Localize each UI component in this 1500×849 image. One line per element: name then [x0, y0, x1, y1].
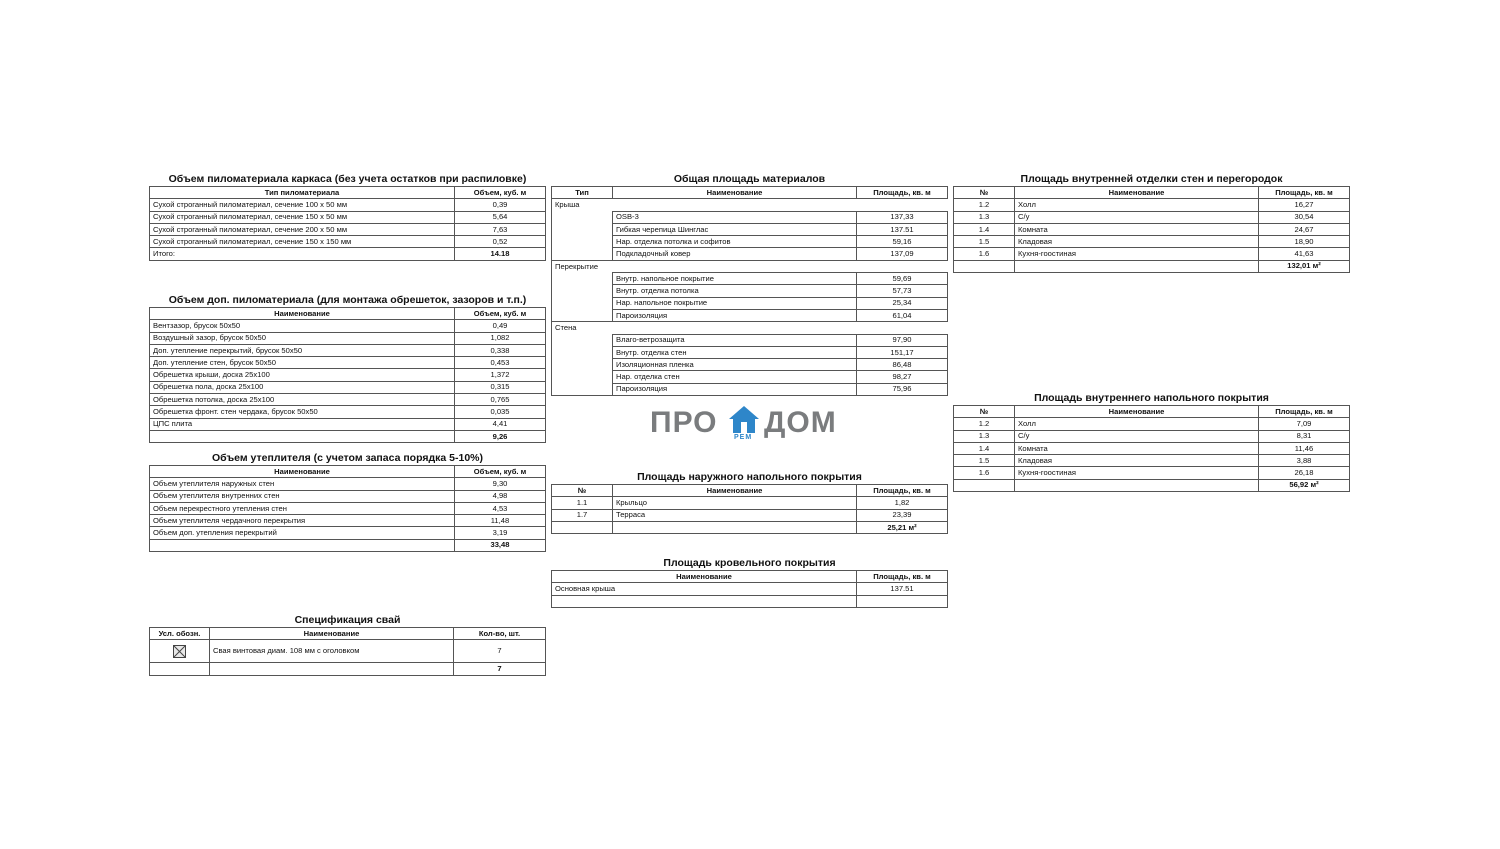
insulation-section: [149, 452, 546, 552]
cell-name: Основная крыша: [552, 583, 857, 595]
brand-logo: [650, 404, 850, 444]
group-row: [552, 322, 948, 334]
cell-value: 61,04: [857, 309, 948, 321]
col-header-area: Площадь, кв. м: [857, 187, 948, 199]
total-label: [1015, 479, 1259, 491]
col-header-number: №: [954, 187, 1015, 199]
cell-value: 18,90: [1259, 236, 1350, 248]
type-cell: [552, 248, 613, 260]
cell-name: Объем перекрестного утепления стен: [150, 502, 455, 514]
table-row: [552, 211, 948, 223]
col-header-name: Наименование: [210, 628, 454, 640]
table-row: [150, 199, 546, 211]
cell-name: Внутр. отделка потолка: [613, 285, 857, 297]
cell-value: 4,98: [455, 490, 546, 502]
total-value: 56,92 м²: [1259, 479, 1350, 491]
total-empty: [150, 663, 210, 675]
col-header-area: Площадь, кв. м: [857, 571, 948, 583]
group-type: Крыша: [552, 199, 613, 211]
insulation-title: Объем утеплителя (с учетом запаса порядка 5-10%): [211, 452, 484, 464]
table-row: [150, 211, 546, 223]
inner-floor-title: Площадь внутреннего напольного покрытия: [1034, 392, 1269, 404]
cell-value: 1,82: [857, 497, 948, 509]
cell-value: 23,39: [857, 509, 948, 521]
cell-value: 4,41: [455, 418, 546, 430]
col-header-name: Наименование: [613, 485, 857, 497]
cell-value: 26,18: [1259, 467, 1350, 479]
cell-name: Кухня-гоостиная: [1015, 248, 1259, 260]
type-cell: [552, 273, 613, 285]
cell-name: Влаго-ветрозащита: [613, 334, 857, 346]
table-row: [552, 497, 948, 509]
table-row: [552, 371, 948, 383]
cell-number: 1.3: [954, 211, 1015, 223]
total-label: [210, 663, 454, 675]
col-header-volume: Объем, куб. м: [455, 187, 546, 199]
outdoor-floor-title: Площадь наружного напольного покрытия: [637, 471, 862, 483]
cell-value: 137,09: [857, 248, 948, 260]
cell-value: 25,34: [857, 297, 948, 309]
cell-value: 5,64: [455, 211, 546, 223]
cell-value: 59,16: [857, 236, 948, 248]
cell-number: 1.3: [954, 430, 1015, 442]
table-row: [552, 509, 948, 521]
inner-floor-section: [953, 392, 1350, 492]
cell-name: Холл: [1015, 418, 1259, 430]
cell-name: Объем утеплителя чердачного перекрытия: [150, 515, 455, 527]
type-cell: [552, 297, 613, 309]
table-row: [150, 381, 546, 393]
cell-name: Кладовая: [1015, 236, 1259, 248]
logo-text-right: ДОМ: [764, 406, 837, 439]
col-header-number: №: [552, 485, 613, 497]
piles-title: Спецификация свай: [294, 614, 401, 626]
table-row: [150, 344, 546, 356]
cell-value: 75,96: [857, 383, 948, 395]
table-row: [954, 248, 1350, 260]
col-header-type: Тип пиломатериала: [150, 187, 455, 199]
total-row: [150, 663, 546, 675]
table-row: [552, 285, 948, 297]
frame-lumber-title: Объем пиломатериала каркаса (без учета остатков при распиловке): [168, 173, 527, 185]
table-row: [150, 369, 546, 381]
cell-name: Холл: [1015, 199, 1259, 211]
cell-name: Доп. утепление стен, брусок 50х50: [150, 357, 455, 369]
cell-name: Гибкая черепица Шинглас: [613, 223, 857, 235]
cell-value: 7: [454, 640, 546, 663]
roof-cover-title: Площадь кровельного покрытия: [663, 557, 836, 569]
table-row: [954, 236, 1350, 248]
cell-value: 98,27: [857, 371, 948, 383]
cell-value: 97,90: [857, 334, 948, 346]
total-label: [1015, 260, 1259, 272]
cell-name: Вентзазор, брусок 50х50: [150, 320, 455, 332]
total-row: [150, 539, 546, 551]
group-spacer: [613, 260, 948, 272]
total-empty: [954, 479, 1015, 491]
total-row: [150, 248, 546, 260]
cell-number: 1.2: [954, 418, 1015, 430]
inner-floor-table: [953, 405, 1350, 492]
cell-value: 3,88: [1259, 455, 1350, 467]
materials-area-title: Общая площадь материалов: [673, 173, 826, 185]
table-row: [552, 273, 948, 285]
cell-number: 1.4: [954, 223, 1015, 235]
cell-number: 1.4: [954, 442, 1015, 454]
cell-value: 0,338: [455, 344, 546, 356]
type-cell: [552, 223, 613, 235]
cell-name: С/у: [1015, 211, 1259, 223]
cell-value: 137.51: [857, 583, 948, 595]
cell-name: Комната: [1015, 442, 1259, 454]
inner-walls-table: [953, 186, 1350, 273]
extra-lumber-section: [149, 294, 546, 443]
table-row: [150, 490, 546, 502]
col-header-area: Площадь, кв. м: [1259, 187, 1350, 199]
cell-name: Объем утеплителя внутренних стен: [150, 490, 455, 502]
outdoor-floor-table: [551, 484, 948, 534]
total-label: Итого:: [150, 248, 455, 260]
table-row: [552, 359, 948, 371]
col-header-name: Наименование: [1015, 187, 1259, 199]
cell-number: 1.5: [954, 236, 1015, 248]
table-row: [150, 640, 546, 663]
cell-value: 0,315: [455, 381, 546, 393]
cell-name: Доп. утепление перекрытий, брусок 50х50: [150, 344, 455, 356]
table-row: [150, 357, 546, 369]
pile-symbol-icon: [173, 645, 186, 658]
pile-symbol-cell: [150, 640, 210, 663]
piles-section: [149, 614, 546, 676]
table-row: [552, 248, 948, 260]
cell-name: Обрешетка фронт. стен чердака, брусок 50х50: [150, 406, 455, 418]
cell-value: 30,54: [1259, 211, 1350, 223]
cell-value: 7,63: [455, 223, 546, 235]
group-type: Перекрытие: [552, 260, 613, 272]
cell-value: 0,035: [455, 406, 546, 418]
cell-name: Объем доп. утепления перекрытий: [150, 527, 455, 539]
table-row: [552, 583, 948, 595]
total-row: [150, 430, 546, 442]
cell-name: Пароизоляция: [613, 383, 857, 395]
cell-name: Обрешетка крыши, доска 25х100: [150, 369, 455, 381]
cell-name: Сухой строганный пиломатериал, сечение 150 х 50 мм: [150, 211, 455, 223]
cell-number: 1.5: [954, 455, 1015, 467]
col-header-name: Наименование: [1015, 406, 1259, 418]
cell-value: 59,69: [857, 273, 948, 285]
cell-name: Нар. отделка стен: [613, 371, 857, 383]
cell-name: Обрешетка пола, доска 25х100: [150, 381, 455, 393]
cell-number: 1.7: [552, 509, 613, 521]
outdoor-floor-section: [551, 471, 948, 534]
cell-value: 11,48: [455, 515, 546, 527]
roof-cover-section: [551, 557, 948, 608]
cell-name: Обрешетка потолка, доска 25х100: [150, 394, 455, 406]
total-empty: [552, 521, 613, 533]
total-value: 25,21 м²: [857, 521, 948, 533]
cell-value: 137.51: [857, 223, 948, 235]
table-row: [150, 502, 546, 514]
table-row: [552, 309, 948, 321]
cell-value: 11,46: [1259, 442, 1350, 454]
cell-name: Сухой строганный пиломатериал, сечение 100 х 50 мм: [150, 199, 455, 211]
cell-number: 1.6: [954, 467, 1015, 479]
cell-name: Крыльцо: [613, 497, 857, 509]
total-row: [954, 479, 1350, 491]
table-row: [954, 442, 1350, 454]
cell-name: Терраса: [613, 509, 857, 521]
cell-name: Кухня-гоостиная: [1015, 467, 1259, 479]
table-row: [552, 297, 948, 309]
type-cell: [552, 383, 613, 395]
cell-name: Комната: [1015, 223, 1259, 235]
table-row: [150, 320, 546, 332]
table-row: [150, 418, 546, 430]
cell-value: 0,52: [455, 236, 546, 248]
cell-value: 4,53: [455, 502, 546, 514]
table-row: [552, 334, 948, 346]
type-cell: [552, 359, 613, 371]
table-row: [954, 455, 1350, 467]
cell-value: 41,63: [1259, 248, 1350, 260]
col-header-symbol: Усл. обозн.: [150, 628, 210, 640]
cell-value: 8,31: [1259, 430, 1350, 442]
frame-lumber-section: [149, 173, 546, 261]
table-row: [150, 527, 546, 539]
cell-number: 1.2: [954, 199, 1015, 211]
total-value: 132,01 м²: [1259, 260, 1350, 272]
cell-value: 9,30: [455, 478, 546, 490]
total-label: [552, 595, 857, 607]
cell-value: 3,19: [455, 527, 546, 539]
total-row: [552, 521, 948, 533]
type-cell: [552, 334, 613, 346]
table-row: [552, 223, 948, 235]
cell-value: 0,765: [455, 394, 546, 406]
table-row: [150, 394, 546, 406]
insulation-table: [149, 465, 546, 552]
roof-cover-table: [551, 570, 948, 608]
table-row: [150, 223, 546, 235]
cell-value: 0,49: [455, 320, 546, 332]
logo-subtext: РЕМ: [734, 434, 753, 441]
type-cell: [552, 346, 613, 358]
extra-lumber-title: Объем доп. пиломатериала (для монтажа обрешеток, зазоров и т.п.): [168, 294, 527, 306]
group-row: [552, 260, 948, 272]
cell-value: 0,453: [455, 357, 546, 369]
table-row: [150, 478, 546, 490]
cell-name: Пароизоляция: [613, 309, 857, 321]
cell-value: 1,082: [455, 332, 546, 344]
table-row: [954, 211, 1350, 223]
table-row: [954, 430, 1350, 442]
col-header-name: Наименование: [150, 466, 455, 478]
col-header-name: Наименование: [552, 571, 857, 583]
col-header-qty: Кол-во, шт.: [454, 628, 546, 640]
col-header-area: Площадь, кв. м: [857, 485, 948, 497]
type-cell: [552, 309, 613, 321]
group-spacer: [613, 199, 948, 211]
total-label: [150, 539, 455, 551]
inner-walls-section: [953, 173, 1350, 273]
materials-area-section: [551, 173, 948, 396]
cell-value: 0,39: [455, 199, 546, 211]
col-header-volume: Объем, куб. м: [455, 466, 546, 478]
type-cell: [552, 371, 613, 383]
type-cell: [552, 211, 613, 223]
total-row: [954, 260, 1350, 272]
total-label: [613, 521, 857, 533]
cell-value: 16,27: [1259, 199, 1350, 211]
cell-value: 151,17: [857, 346, 948, 358]
type-cell: [552, 236, 613, 248]
table-row: [150, 236, 546, 248]
cell-name: Сухой строганный пиломатериал, сечение 200 х 50 мм: [150, 223, 455, 235]
cell-value: 1,372: [455, 369, 546, 381]
cell-name: Внутр. отделка стен: [613, 346, 857, 358]
cell-name: Объем утеплителя наружных стен: [150, 478, 455, 490]
cell-name: Нар. напольное покрытие: [613, 297, 857, 309]
table-row: [954, 467, 1350, 479]
total-value: 9,26: [455, 430, 546, 442]
table-row: [150, 515, 546, 527]
col-header-type: Тип: [552, 187, 613, 199]
table-row: [150, 406, 546, 418]
cell-name: Кладовая: [1015, 455, 1259, 467]
cell-value: 57,73: [857, 285, 948, 297]
col-header-volume: Объем, куб. м: [455, 308, 546, 320]
total-value: 33,48: [455, 539, 546, 551]
cell-value: 86,48: [857, 359, 948, 371]
cell-number: 1.6: [954, 248, 1015, 260]
table-row: [552, 346, 948, 358]
piles-table: [149, 627, 546, 676]
cell-name: ЦПС плита: [150, 418, 455, 430]
cell-value: 7,09: [1259, 418, 1350, 430]
col-header-area: Площадь, кв. м: [1259, 406, 1350, 418]
inner-walls-title: Площадь внутренней отделки стен и перегородок: [1020, 173, 1283, 185]
total-row: [552, 595, 948, 607]
table-row: [954, 223, 1350, 235]
total-value: 14.18: [455, 248, 546, 260]
cell-value: 137,33: [857, 211, 948, 223]
table-row: [954, 199, 1350, 211]
cell-number: 1.1: [552, 497, 613, 509]
extra-lumber-table: [149, 307, 546, 443]
cell-name: С/у: [1015, 430, 1259, 442]
cell-name: Свая винтовая диам. 108 мм с оголовком: [210, 640, 454, 663]
group-type: Стена: [552, 322, 613, 334]
frame-lumber-table: [149, 186, 546, 261]
cell-value: 24,67: [1259, 223, 1350, 235]
group-row: [552, 199, 948, 211]
cell-name: Сухой строганный пиломатериал, сечение 150 х 150 мм: [150, 236, 455, 248]
total-empty: [954, 260, 1015, 272]
cell-name: Изоляционная пленка: [613, 359, 857, 371]
col-header-name: Наименование: [150, 308, 455, 320]
cell-name: Внутр. напольное покрытие: [613, 273, 857, 285]
col-header-name: Наименование: [613, 187, 857, 199]
cell-name: Воздушный зазор, брусок 50х50: [150, 332, 455, 344]
cell-name: Нар. отделка потолка и софитов: [613, 236, 857, 248]
type-cell: [552, 285, 613, 297]
col-header-number: №: [954, 406, 1015, 418]
table-row: [552, 383, 948, 395]
group-spacer: [613, 322, 948, 334]
table-row: [954, 418, 1350, 430]
cell-name: Подкладочный ковер: [613, 248, 857, 260]
logo-text-left: ПРО: [650, 406, 718, 439]
table-row: [150, 332, 546, 344]
total-label: [150, 430, 455, 442]
total-value: 7: [454, 663, 546, 675]
table-row: [552, 236, 948, 248]
materials-area-table: [551, 186, 948, 396]
total-value: [857, 595, 948, 607]
cell-name: OSB-3: [613, 211, 857, 223]
